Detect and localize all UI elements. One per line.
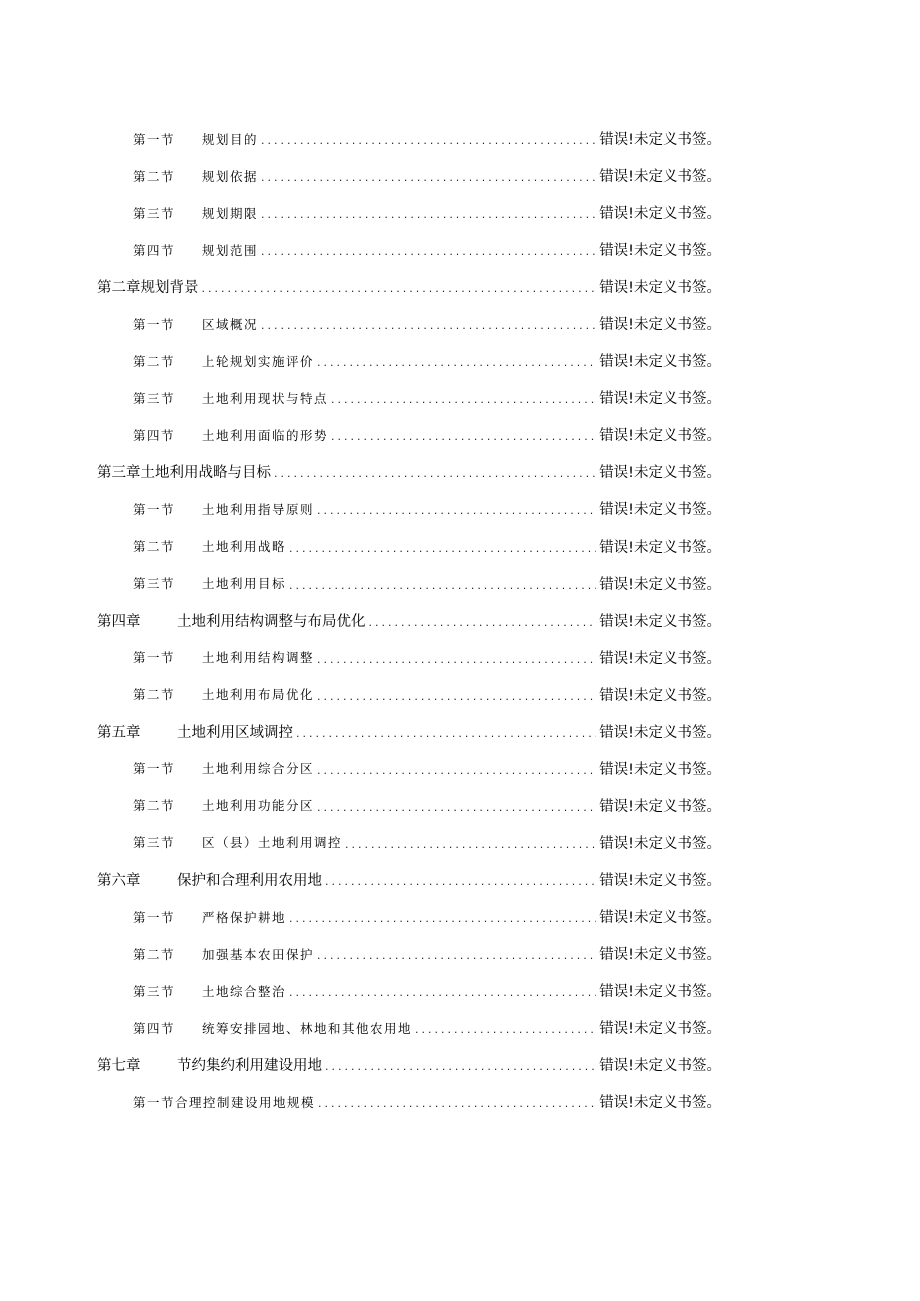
toc-page-reference: 错误!未定义书签。 <box>599 539 721 556</box>
toc-entry-title: 加强基本农田保护 <box>202 946 315 962</box>
toc-entry-title: 土地利用结构调整与布局优化 <box>177 613 366 630</box>
toc-section-entry[interactable] <box>0 528 920 565</box>
toc-page-reference: 错误!未定义书签。 <box>599 724 721 741</box>
toc-section-entry[interactable] <box>0 935 920 972</box>
toc-page-reference: 错误!未定义书签。 <box>599 872 721 889</box>
toc-page-reference: 错误!未定义书签。 <box>599 132 721 149</box>
toc-entry-line <box>133 536 721 557</box>
toc-page-reference: 错误!未定义书签。 <box>599 650 721 667</box>
toc-entry-title: 土地利用面临的形势 <box>202 427 329 443</box>
toc-entry-number: 第一节 <box>133 1094 176 1110</box>
toc-page-reference: 错误!未定义书签。 <box>599 798 721 815</box>
toc-entry-number: 第二节 <box>133 946 176 962</box>
toc-page-reference: 错误!未定义书签。 <box>599 354 721 371</box>
toc-page-reference: 错误!未定义书签。 <box>599 243 721 260</box>
toc-entry-number: 第四节 <box>133 1020 176 1036</box>
toc-dot-leader <box>261 134 596 147</box>
toc-entry-title: 规划范围 <box>202 242 259 258</box>
toc-section-entry[interactable] <box>0 787 920 824</box>
toc-entry-number: 第三节 <box>133 205 176 221</box>
toc-dot-leader <box>345 838 596 851</box>
toc-dot-leader <box>289 579 596 592</box>
toc-page-reference: 错误!未定义书签。 <box>599 947 721 964</box>
toc-chapter-entry[interactable] <box>0 453 920 490</box>
toc-dot-leader <box>369 616 597 629</box>
toc-dot-leader <box>317 356 596 369</box>
toc-section-entry[interactable] <box>0 565 920 602</box>
toc-entry-number: 第二节 <box>133 353 176 369</box>
toc-chapter-entry[interactable] <box>0 602 920 639</box>
toc-dot-leader <box>317 690 596 703</box>
toc-entry-title: 土地利用区域调控 <box>177 724 293 741</box>
toc-entry-title: 土地利用战略与目标 <box>140 465 271 482</box>
toc-entry-line <box>133 832 721 853</box>
toc-page-reference: 错误!未定义书签。 <box>599 761 721 778</box>
toc-entry-title: 规划目的 <box>202 131 259 147</box>
toc-chapter-entry[interactable] <box>0 713 920 750</box>
toc-entry-line <box>133 239 721 260</box>
toc-section-entry[interactable] <box>0 490 920 527</box>
toc-section-entry[interactable] <box>0 1009 920 1046</box>
toc-page-reference: 错误!未定义书签。 <box>599 206 721 223</box>
toc-entry-number: 第一节 <box>133 909 176 925</box>
toc-entry-title: 规划期限 <box>202 205 259 221</box>
toc-entry-line <box>97 721 721 742</box>
toc-page-reference: 错误!未定义书签。 <box>599 984 721 1001</box>
toc-page-reference: 错误!未定义书签。 <box>599 280 721 297</box>
toc-dot-leader <box>261 208 596 221</box>
toc-entry-title: 土地利用指导原则 <box>202 501 315 517</box>
toc-section-entry[interactable] <box>0 750 920 787</box>
toc-entry-title: 合理控制建设用地规模 <box>175 1094 316 1110</box>
toc-page-reference: 错误!未定义书签。 <box>599 391 721 408</box>
toc-dot-leader <box>261 319 596 332</box>
toc-entry-title: 土地利用功能分区 <box>202 798 315 814</box>
toc-page-reference: 错误!未定义书签。 <box>599 613 721 630</box>
toc-entry-line <box>97 461 721 482</box>
toc-dot-leader <box>317 653 596 666</box>
toc-entry-line <box>97 1054 721 1075</box>
toc-entry-line <box>133 498 721 519</box>
toc-page-reference: 错误!未定义书签。 <box>599 1095 721 1112</box>
toc-entry-title: 土地利用战略 <box>202 539 287 555</box>
toc-entry-line <box>133 424 721 445</box>
toc-section-entry[interactable] <box>0 898 920 935</box>
toc-entry-title: 保护和合理利用农用地 <box>177 872 322 889</box>
toc-page-reference: 错误!未定义书签。 <box>599 502 721 519</box>
toc-entry-number: 第一节 <box>133 131 176 147</box>
toc-entry-number: 第三节 <box>133 835 176 851</box>
toc-entry-number: 第七章 <box>97 1058 141 1075</box>
toc-dot-leader <box>261 171 596 184</box>
toc-dot-leader <box>331 430 596 443</box>
toc-dot-leader <box>318 1097 596 1110</box>
toc-entry-line <box>97 610 721 631</box>
toc-entry-title: 上轮规划实施评价 <box>202 353 315 369</box>
toc-entry-number: 第四节 <box>133 242 176 258</box>
toc-chapter-entry[interactable] <box>0 1046 920 1083</box>
toc-entry-line <box>133 165 721 186</box>
toc-entry-title: 土地利用综合分区 <box>202 761 315 777</box>
toc-entry-number: 第三节 <box>133 576 176 592</box>
toc-page-reference: 错误!未定义书签。 <box>599 1058 721 1075</box>
toc-entry-number: 第四章 <box>97 613 141 630</box>
toc-page-reference: 错误!未定义书签。 <box>599 687 721 704</box>
toc-entry-line <box>133 128 721 149</box>
toc-entry-line <box>133 795 721 816</box>
toc-section-entry[interactable] <box>0 1083 920 1120</box>
toc-entry-line <box>133 313 721 334</box>
toc-entry-line <box>97 869 721 890</box>
toc-page-reference: 错误!未定义书签。 <box>599 465 721 482</box>
toc-dot-leader <box>325 1060 596 1073</box>
toc-dot-leader <box>317 504 596 517</box>
toc-section-entry[interactable] <box>0 157 920 194</box>
toc-dot-leader <box>317 764 596 777</box>
toc-entry-line <box>133 980 721 1001</box>
toc-section-entry[interactable] <box>0 194 920 231</box>
toc-section-entry[interactable] <box>0 379 920 416</box>
toc-entry-number: 第三章 <box>97 465 141 482</box>
toc-entry-title: 规划背景 <box>140 280 199 297</box>
toc-entry-title: 统筹安排园地、林地和其他农用地 <box>202 1020 413 1036</box>
toc-dot-leader <box>331 393 596 406</box>
toc-dot-leader <box>296 727 596 740</box>
toc-section-entry[interactable] <box>0 824 920 861</box>
toc-entry-title: 节约集约利用建设用地 <box>177 1058 322 1075</box>
toc-page-reference: 错误!未定义书签。 <box>599 317 721 334</box>
toc-dot-leader <box>289 986 596 999</box>
toc-entry-number: 第三节 <box>133 390 176 406</box>
toc-page-reference: 错误!未定义书签。 <box>599 576 721 593</box>
toc-entry-line <box>133 906 721 927</box>
toc-dot-leader <box>317 801 596 814</box>
toc-entry-title: 土地利用现状与特点 <box>202 390 329 406</box>
toc-section-entry[interactable] <box>0 416 920 453</box>
toc-section-entry[interactable] <box>0 120 920 157</box>
table-of-contents <box>0 120 920 1120</box>
toc-entry-line <box>133 387 721 408</box>
toc-section-entry[interactable] <box>0 305 920 342</box>
toc-entry-number: 第二节 <box>133 168 176 184</box>
toc-section-entry[interactable] <box>0 639 920 676</box>
toc-entry-line <box>97 276 721 297</box>
toc-entry-line <box>133 1017 721 1038</box>
toc-dot-leader <box>415 1023 596 1036</box>
toc-section-entry[interactable] <box>0 676 920 713</box>
toc-entry-line <box>133 943 721 964</box>
toc-dot-leader <box>289 912 596 925</box>
toc-entry-number: 第一节 <box>133 501 176 517</box>
toc-entry-number: 第五章 <box>97 724 141 741</box>
toc-dot-leader <box>274 467 596 480</box>
toc-entry-title: 土地综合整治 <box>202 983 287 999</box>
toc-page-reference: 错误!未定义书签。 <box>599 1021 721 1038</box>
toc-chapter-entry[interactable] <box>0 268 920 305</box>
toc-page-reference: 错误!未定义书签。 <box>599 169 721 186</box>
toc-entry-number: 第四节 <box>133 427 176 443</box>
toc-page-reference: 错误!未定义书签。 <box>599 910 721 926</box>
toc-dot-leader <box>261 245 596 258</box>
toc-entry-line <box>133 1091 721 1112</box>
toc-entry-number: 第六章 <box>97 872 141 889</box>
toc-section-entry[interactable] <box>0 972 920 1009</box>
toc-entry-number: 第一节 <box>133 761 176 777</box>
toc-entry-title: 土地利用目标 <box>202 576 287 592</box>
toc-entry-line <box>133 350 721 371</box>
toc-entry-title: 土地利用结构调整 <box>202 650 315 666</box>
toc-entry-number: 第二节 <box>133 798 176 814</box>
toc-entry-title: 区（县）土地利用调控 <box>202 835 343 851</box>
toc-entry-title: 规划依据 <box>202 168 259 184</box>
toc-dot-leader <box>289 542 596 555</box>
toc-entry-line <box>133 202 721 223</box>
toc-entry-number: 第二章 <box>97 280 141 297</box>
toc-dot-leader <box>317 949 596 962</box>
toc-entry-line <box>133 684 721 705</box>
toc-entry-number: 第一节 <box>133 316 176 332</box>
toc-dot-leader <box>325 875 596 888</box>
toc-entry-number: 第三节 <box>133 983 176 999</box>
toc-page-reference: 错误!未定义书签。 <box>599 428 721 445</box>
toc-dot-leader <box>202 282 597 295</box>
toc-entry-title: 严格保护耕地 <box>202 909 287 925</box>
toc-entry-line <box>133 647 721 668</box>
toc-entry-title: 区域概况 <box>202 316 259 332</box>
toc-entry-line <box>133 573 721 594</box>
toc-entry-line <box>133 758 721 779</box>
toc-entry-title: 土地利用布局优化 <box>202 687 315 703</box>
toc-entry-number: 第二节 <box>133 539 176 555</box>
toc-page-reference: 错误!未定义书签。 <box>599 835 721 852</box>
toc-entry-number: 第二节 <box>133 687 176 703</box>
toc-section-entry[interactable] <box>0 231 920 268</box>
toc-chapter-entry[interactable] <box>0 861 920 898</box>
toc-entry-number: 第一节 <box>133 650 176 666</box>
toc-section-entry[interactable] <box>0 342 920 379</box>
